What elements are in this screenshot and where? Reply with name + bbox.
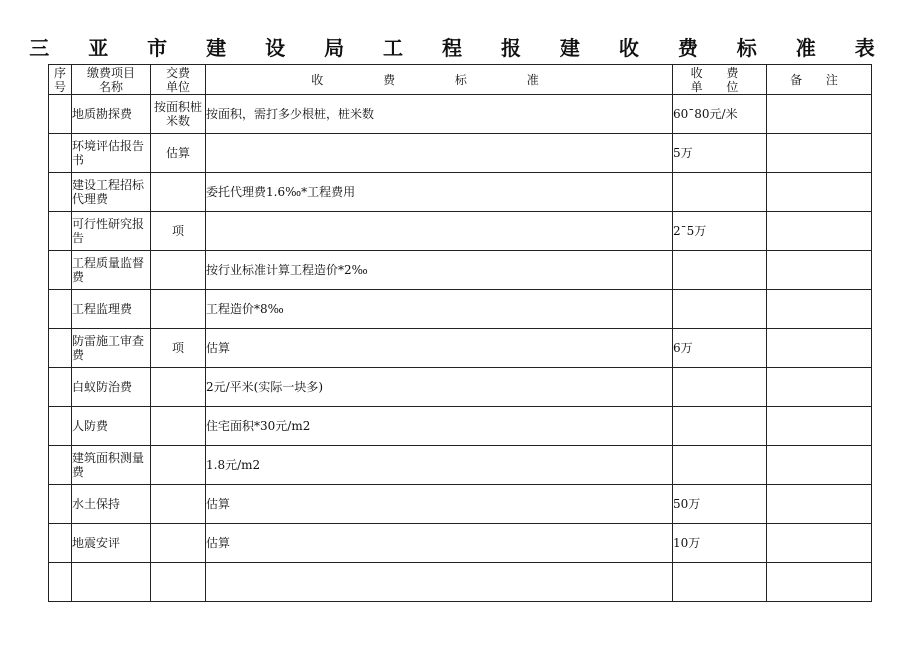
table-row (49, 407, 872, 446)
row-item-name-cell: 工程质量监督费 (72, 251, 151, 290)
row-seq-cell (49, 485, 72, 524)
row-seq-cell (49, 173, 72, 212)
row-item-name-cell: 建设工程招标代理费 (72, 173, 151, 212)
row-item-name-cell: 水土保持 (72, 485, 151, 524)
row-standard-cell: 2元/平米(实际一块多) (206, 368, 673, 407)
row-fee-unit-cell (673, 563, 767, 602)
fee-standard-table (48, 64, 872, 602)
row-unit-cell: 估算 (151, 134, 206, 173)
row-remark-cell (767, 485, 872, 524)
row-item-name-cell: 可行性研究报告 (72, 212, 151, 251)
row-item-name-cell: 地震安评 (72, 524, 151, 563)
row-unit-cell (151, 446, 206, 485)
row-remark-cell (767, 368, 872, 407)
row-fee-unit-cell (673, 173, 767, 212)
row-seq-cell (49, 524, 72, 563)
row-seq-cell (49, 212, 72, 251)
table-row (49, 563, 872, 602)
row-fee-unit-cell (673, 446, 767, 485)
row-standard-cell: 委托代理费1.6‰*工程费用 (206, 173, 673, 212)
header-item: 缴费项目名称 (72, 65, 151, 95)
row-unit-cell (151, 407, 206, 446)
table-row (49, 290, 872, 329)
row-seq-cell (49, 563, 72, 602)
row-item-name-cell: 白蚁防治费 (72, 368, 151, 407)
row-item-name-cell (72, 563, 151, 602)
table-row (49, 329, 872, 368)
row-remark-cell (767, 524, 872, 563)
table-row (49, 134, 872, 173)
row-standard-cell: 估算 (206, 485, 673, 524)
row-fee-unit-cell (673, 368, 767, 407)
table-row (49, 446, 872, 485)
row-standard-cell (206, 212, 673, 251)
row-seq-cell (49, 290, 72, 329)
header-unit: 交费单位 (151, 65, 206, 95)
row-seq-cell (49, 446, 72, 485)
table-row (49, 485, 872, 524)
row-unit-cell (151, 173, 206, 212)
row-remark-cell (767, 251, 872, 290)
row-standard-cell: 工程造价*8‰ (206, 290, 673, 329)
row-unit-cell (151, 563, 206, 602)
row-remark-cell (767, 134, 872, 173)
row-fee-unit-cell (673, 251, 767, 290)
table-header-row (49, 65, 872, 95)
row-fee-unit-cell: 50万 (673, 485, 767, 524)
header-fee-unit: 收 费单 位 (673, 65, 767, 95)
row-standard-cell (206, 563, 673, 602)
row-seq-cell (49, 95, 72, 134)
table-row (49, 251, 872, 290)
row-remark-cell (767, 563, 872, 602)
table-row (49, 368, 872, 407)
row-fee-unit-cell: 2¯5万 (673, 212, 767, 251)
row-seq-cell (49, 407, 72, 446)
row-seq-cell (49, 134, 72, 173)
row-standard-cell: 估算 (206, 329, 673, 368)
row-fee-unit-cell: 60¯80元/米 (673, 95, 767, 134)
row-unit-cell: 项 (151, 212, 206, 251)
row-remark-cell (767, 329, 872, 368)
row-unit-cell (151, 524, 206, 563)
row-fee-unit-cell (673, 290, 767, 329)
row-fee-unit-cell (673, 407, 767, 446)
table-row (49, 524, 872, 563)
row-unit-cell (151, 290, 206, 329)
row-unit-cell: 按面积桩米数 (151, 95, 206, 134)
row-item-name-cell: 环境评估报告书 (72, 134, 151, 173)
row-remark-cell (767, 173, 872, 212)
row-item-name-cell: 工程监理费 (72, 290, 151, 329)
row-standard-cell (206, 134, 673, 173)
table-row (49, 212, 872, 251)
row-item-name-cell: 建筑面积测量费 (72, 446, 151, 485)
row-standard-cell: 按面积，需打多少根桩，桩米数 (206, 95, 673, 134)
row-unit-cell (151, 485, 206, 524)
row-unit-cell (151, 368, 206, 407)
row-remark-cell (767, 290, 872, 329)
page-title: 三 亚 市 建 设 局 工 程 报 建 收 费 标 准 表 (29, 36, 891, 60)
row-fee-unit-cell: 10万 (673, 524, 767, 563)
row-unit-cell (151, 251, 206, 290)
header-standard: 收 费 标 准 (206, 65, 673, 95)
row-item-name-cell: 地质勘探费 (72, 95, 151, 134)
row-fee-unit-cell: 6万 (673, 329, 767, 368)
row-item-name-cell: 防雷施工审查费 (72, 329, 151, 368)
row-standard-cell: 住宅面积*30元/m2 (206, 407, 673, 446)
row-seq-cell (49, 251, 72, 290)
table-row (49, 95, 872, 134)
row-standard-cell: 1.8元/m2 (206, 446, 673, 485)
row-seq-cell (49, 368, 72, 407)
row-standard-cell: 按行业标准计算工程造价*2‰ (206, 251, 673, 290)
row-remark-cell (767, 212, 872, 251)
row-remark-cell (767, 407, 872, 446)
row-unit-cell: 项 (151, 329, 206, 368)
table-row (49, 173, 872, 212)
header-seq: 序号 (49, 65, 72, 95)
row-fee-unit-cell: 5万 (673, 134, 767, 173)
row-standard-cell: 估算 (206, 524, 673, 563)
row-seq-cell (49, 329, 72, 368)
header-remark: 备 注 (767, 65, 872, 95)
row-remark-cell (767, 446, 872, 485)
row-remark-cell (767, 95, 872, 134)
row-item-name-cell: 人防费 (72, 407, 151, 446)
